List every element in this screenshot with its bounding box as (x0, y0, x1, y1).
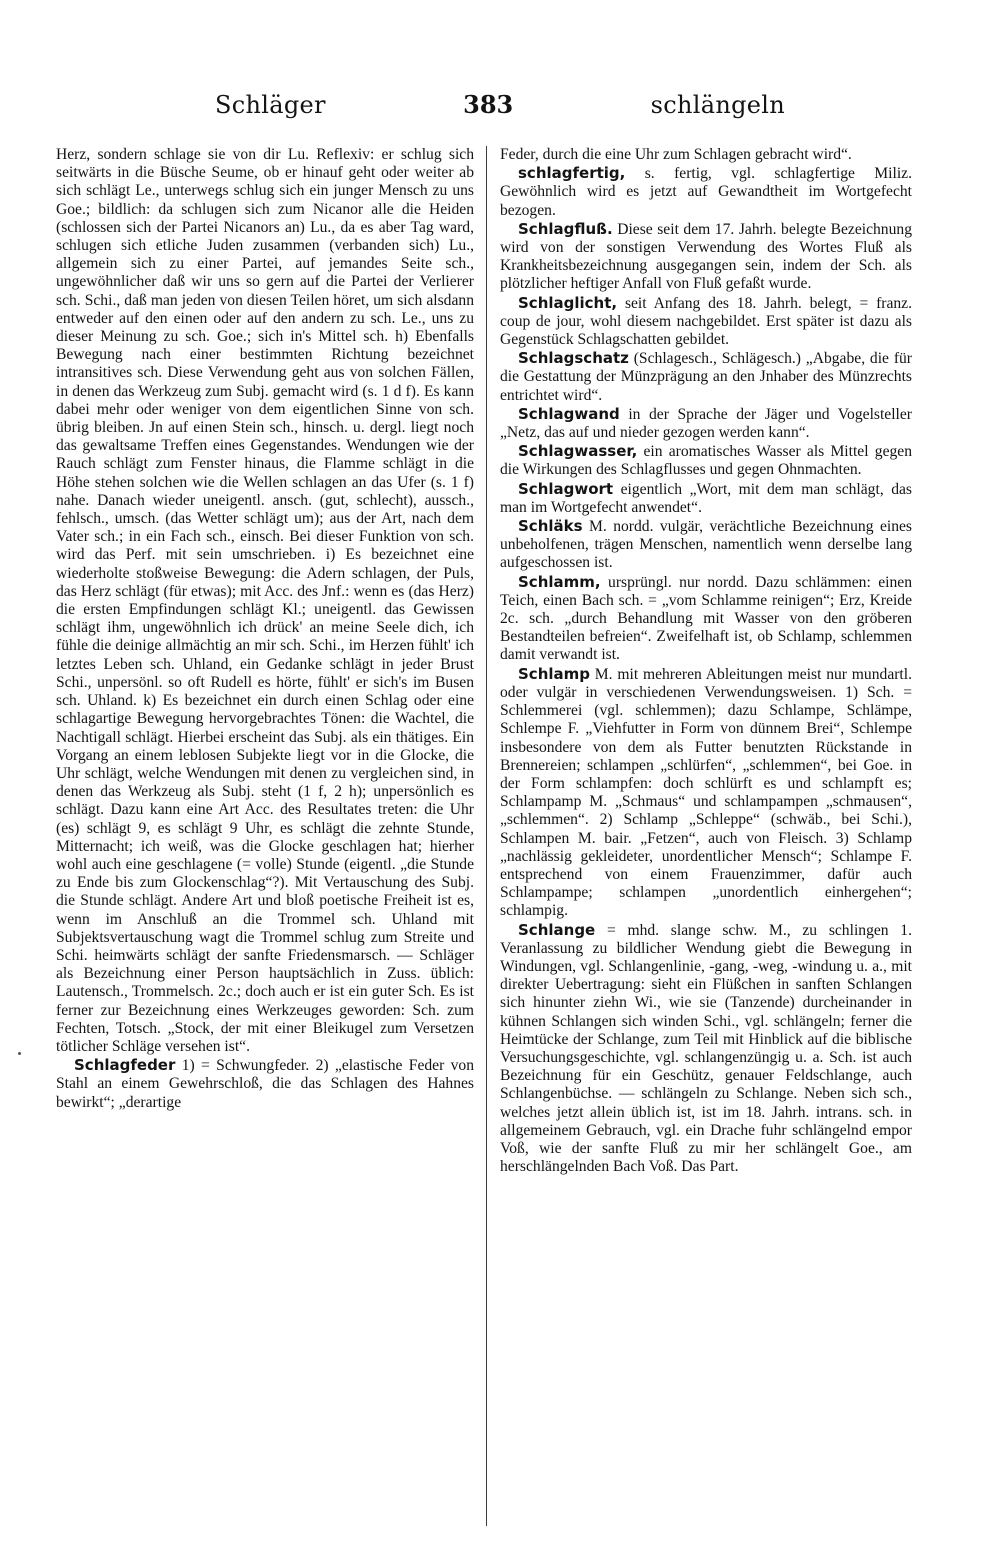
margin-speck (18, 1052, 21, 1055)
dictionary-entry (500, 220, 912, 294)
dictionary-entry (500, 405, 912, 442)
entry-text: eigentlich „Wort, mit dem man schlägt, das man im Wortgefecht anwendet“. (500, 480, 912, 516)
right-headword: schlängeln (650, 91, 785, 119)
dictionary-entry (500, 349, 912, 405)
entry-text: s. fertig, vgl. schlagfertige Miliz. Gewöhnlich wird es jetzt auf Gewandtheit im Wortgefecht bezogen. (500, 165, 912, 219)
entry-lemma: Schlagfeder (74, 1056, 176, 1075)
paragraph-text: Herz, sondern schlage sie von dir Lu. Reflexiv: er schlug sich seitwärts in die Büsche Seume, ob er hinauf geht oder weiter ab sich schlägt Le., unterwegs schlug sich ein junger Mensch zu uns Goe.; bildlich: da schlugen sich zum Nicanor alle die Heiden (schlossen sich der Partei Nicanors an) Lu., da es aber Tag ward, schlugen sich etliche Juden zusammen (verbanden sich) Lu., allgemein sich zu einer Partei, auf jemandes Seite sch., ungewöhnlicher daß wir uns so gern auf die Partei der Verlierer sch. Schi., daß man jeden von diesen Teilen höret, um sich alsdann entweder auf den einen oder auf den andern zu sch. Le., uns zu dieser Meinung zu sch. Goe.; sich in's Mittel sch. h) Ebenfalls Bewegung nach einer bestimmten Richtung bezeichnet intransitives sch. Diese Verwendung geht aus von solchen Fällen, in denen das Werkzeug zum Subj. gemacht wird (s. 1 d f). Es kann dabei mehr oder weniger von dem eigentlichen Sinne von sch. übrig bleiben. Jn auf einen Stein sch., hinsch. u. dergl. liegt noch das gewaltsame Treffen eines Gegenstandes. Wendungen wie der Rauch schlägt zum Fenster hinaus, die Flamme schlägt in die Höhe stehen solchen wie die Wellen schlagen an das Ufer (s. 1 f) nahe. Danach wieder uneigentl. ansch. (gut, schlecht), aussch., fehlsch., umsch. (das Wetter schlägt um); aus der Art, nach dem Vater sch.; in ein Fach sch., einsch. Bei dieser Funktion von sch. wird das Perf. mit sein umschrieben. i) Es bezeichnet eine wiederholte stoßweise Bewegung: die Adern schlagen, der Puls, das Herz schlägt (für etwas); mit Acc. des Jnf.: wenn es (das Herz) die ersten Empfindungen schlägt Kl.; uneigentl. das Gewissen schlägt ihm, ungewöhnlich ich drück' an meine Seele dich, ich fühle die deinige allmächtig an mir sch. Schi., im Herzen fühlt' ich letztes Leben sch. Uhland, ein Gedanke schlägt in jeder Brust Schi., unpersönl. so oft Rudell es hörte, fühlt' er sich's im Busen sch. Uhland. k) Es bezeichnet ein durch einen Schlag oder eine schlagartige Bewegung hervorgebrachtes Tönen: die Wachtel, die Nachtigall schlägt. Hierbei erscheint das Subj. als ein thätiges. Ein Vorgang an einem leblosen Subjekte liegt vor in die Glocke, die Uhr schlägt, welche Wendungen mit denen zu vergleichen sind, in denen das Werkzeug als Subj. steht (1 f, 2 h); unpersönlich es schlägt. Dazu kann eine Art Acc. des Resultates treten: die Uhr (es) schlägt 9, es schlägt 9 Uhr, es schlägt die zehnte Stunde, Mitternacht; ich weiß, was die Glocke geschlagen hat; hierher wohl auch eine geschlagene (= volle) Stunde (eigentl. „die Stunde zu Ende bis zum Glockenschlag“?). Mit Vertauschung des Subj. die Stunde schlägt. Andere Art und bloß poetische Freiheit ist es, wenn im Anschluß an die Trommel sch. Uhland mit Subjektsvertauschung wagt die Trommel schlug zum Streite und Schi. heimwärts schlägt der sanfte Friedensmarsch. — Schläger als Bezeichnung einer Person hauptsächlich in Zuss. üblich: Lautensch., Trommelsch. 2c.; doch auch er ist ein guter Sch. Es ist ferner zur Bezeichnung eines Werkzeuges geworden: Sch. zum Fechten, Totsch. „Stock, der mit einer Bleikugel zum Versetzen tötlicher Schläge versehen ist“. (56, 146, 474, 1055)
entry-lemma: Schlange (518, 920, 596, 939)
entry-lemma: Schlagwort (518, 479, 614, 498)
dictionary-entry (500, 573, 912, 665)
page-number: 383 (463, 90, 514, 119)
dictionary-entry (500, 921, 912, 1177)
entry-text: 1) = Schwungfeder. 2) „elastische Feder von Stahl an einem Gewehrschloß, die das Schlagen des Hahnes bewirkt“; „derartige (56, 1057, 474, 1111)
entry-text: M. mit mehreren Ableitungen meist nur mundartl. oder vulgär in verschiedenen Verwendungsweisen. 1) Sch. = Schlemmerei (vgl. schlemmen); dazu Schlampe, Schlämpe, Schlempe F. „Viehfutter in Form von dünnem Brei“, Schlempe insbesondere von dem als Futter benutzten Rückstande in Brennereien; schlampen „schlürfen“, „schlemmen“, bei Goe. in der Form schlampfen: doch schlürft es und schlampft es; Schlampamp M. „Schmaus“ und schlampampen „schmausen“, „schlemmen“. 2) Schlamp „Schleppe“ (schwäb., bei Schi.), Schlampen M. bair. „Fetzen“, auch von Fleisch. 3) Schlamp „nachlässig gekleideter, unordentlicher Mensch“; Schlampe F. entsprechend von einem Frauenzimmer, dafür auch Schlampampe; schlampen „unordentlich einhergehen“; schlampig. (500, 665, 912, 920)
dictionary-entry (500, 480, 912, 517)
paragraph-text: Feder, durch die eine Uhr zum Schlagen gebracht wird“. (500, 146, 852, 163)
left-headword: Schläger (215, 91, 326, 119)
entry-lemma: Schlagwasser, (518, 442, 638, 461)
entry-lemma: Schlagschatz (518, 349, 629, 368)
entry-text: seit Anfang des 18. Jahrh. belegt, = franz. coup de jour, wohl diesem nachgebildet. Erst später ist dazu als Gegenstück Schlagschatten gebildet. (500, 294, 912, 349)
paragraph (500, 146, 912, 164)
dictionary-entry (56, 1056, 474, 1112)
entry-text: ein aromatisches Wasser als Mittel gegen die Wirkungen des Schlagflusses und gegen Ohnmachten. (500, 443, 912, 479)
entry-lemma: Schlamp (518, 664, 591, 683)
entry-lemma: Schlamm, (518, 572, 601, 591)
paragraph (56, 146, 474, 1056)
entry-text: = mhd. slange schw. M., zu schlingen 1. Veranlassung zu bildlicher Wendung giebt die Bewegung in Windungen, vgl. Schlangenlinie, -gang, -weg, -windung u. a., mit direkter Uebertragung: sieht ein Flüßchen in sanften Schlangen sich hinunter ziehn Wi., wie sie (Tanzende) durcheinander in kühnen Schlangen sich winden Schi., vgl. schlängeln; ferner die Heimtücke der Schlange, zum Teil mit Hinblick auf die biblische Versuchungsgeschichte, vgl. schlangenzüngig u. a. Sch. ist auch Bezeichnung für ein Geschütz, genauer Feldschlange, auch Schlangenbüchse. — schlängeln zu Schlange. Neben sich sch., welches jetzt allein üblich ist, ist im 18. Jahrh. intrans. sch. in allgemeinem Gebrauch, vgl. ein Drache fuhr schlängelnd empor Voß, wie der sanfte Fluß zu mir her schlängelt Goe., am herschlängelnden Bach Voß. Das Part. (500, 921, 912, 1176)
dictionary-entry (500, 294, 912, 350)
left-column (56, 146, 474, 1112)
column-divider (486, 146, 487, 1526)
dictionary-entry (500, 164, 912, 220)
dictionary-entry (500, 442, 912, 479)
entry-text: Diese seit dem 17. Jahrh. belegte Bezeichnung wird von der sonstigen Verwendung des Wortes Fluß als Krankheitsbezeichnung ausgegangen sein, indem der Sch. als plötzlicher heftiger Anfall von Fluß gefaßt wurde. (500, 220, 912, 293)
entry-lemma: Schlagwand (518, 404, 620, 423)
entry-text: ursprüngl. nur nordd. Dazu schlämmen: einen Teich, einen Bach sch. = „vom Schlamme reinigen“; Erz, Kreide 2c. sch. „durch Behandlung mit Wasser von den gröberen Bestandteilen befreien“. Zweifelhaft ist, ob Schlamp, schlemmen damit verwandt ist. (500, 573, 912, 664)
entry-lemma: Schläks (518, 517, 583, 536)
page-header (215, 90, 785, 130)
entry-text: (Schlagesch., Schlägesch.) „Abgabe, die für die Gestattung der Münzprägung an den Jnhaber des Münzrechts entrichtet wird“. (500, 350, 912, 404)
entry-lemma: schlagfertig, (518, 164, 626, 183)
entry-lemma: Schlaglicht, (518, 293, 618, 312)
dictionary-entry (500, 665, 912, 921)
right-column (500, 146, 912, 1176)
entry-text: in der Sprache der Jäger und Vogelsteller „Netz, das auf und nieder gezogen werden kann“. (500, 405, 912, 442)
dictionary-entry (500, 517, 912, 573)
entry-text: M. nordd. vulgär, verächtliche Bezeichnung eines unbeholfenen, trägen Menschen, namentlich wenn derselbe lang aufgeschossen ist. (500, 518, 912, 572)
entry-lemma: Schlagfluß. (518, 219, 613, 238)
